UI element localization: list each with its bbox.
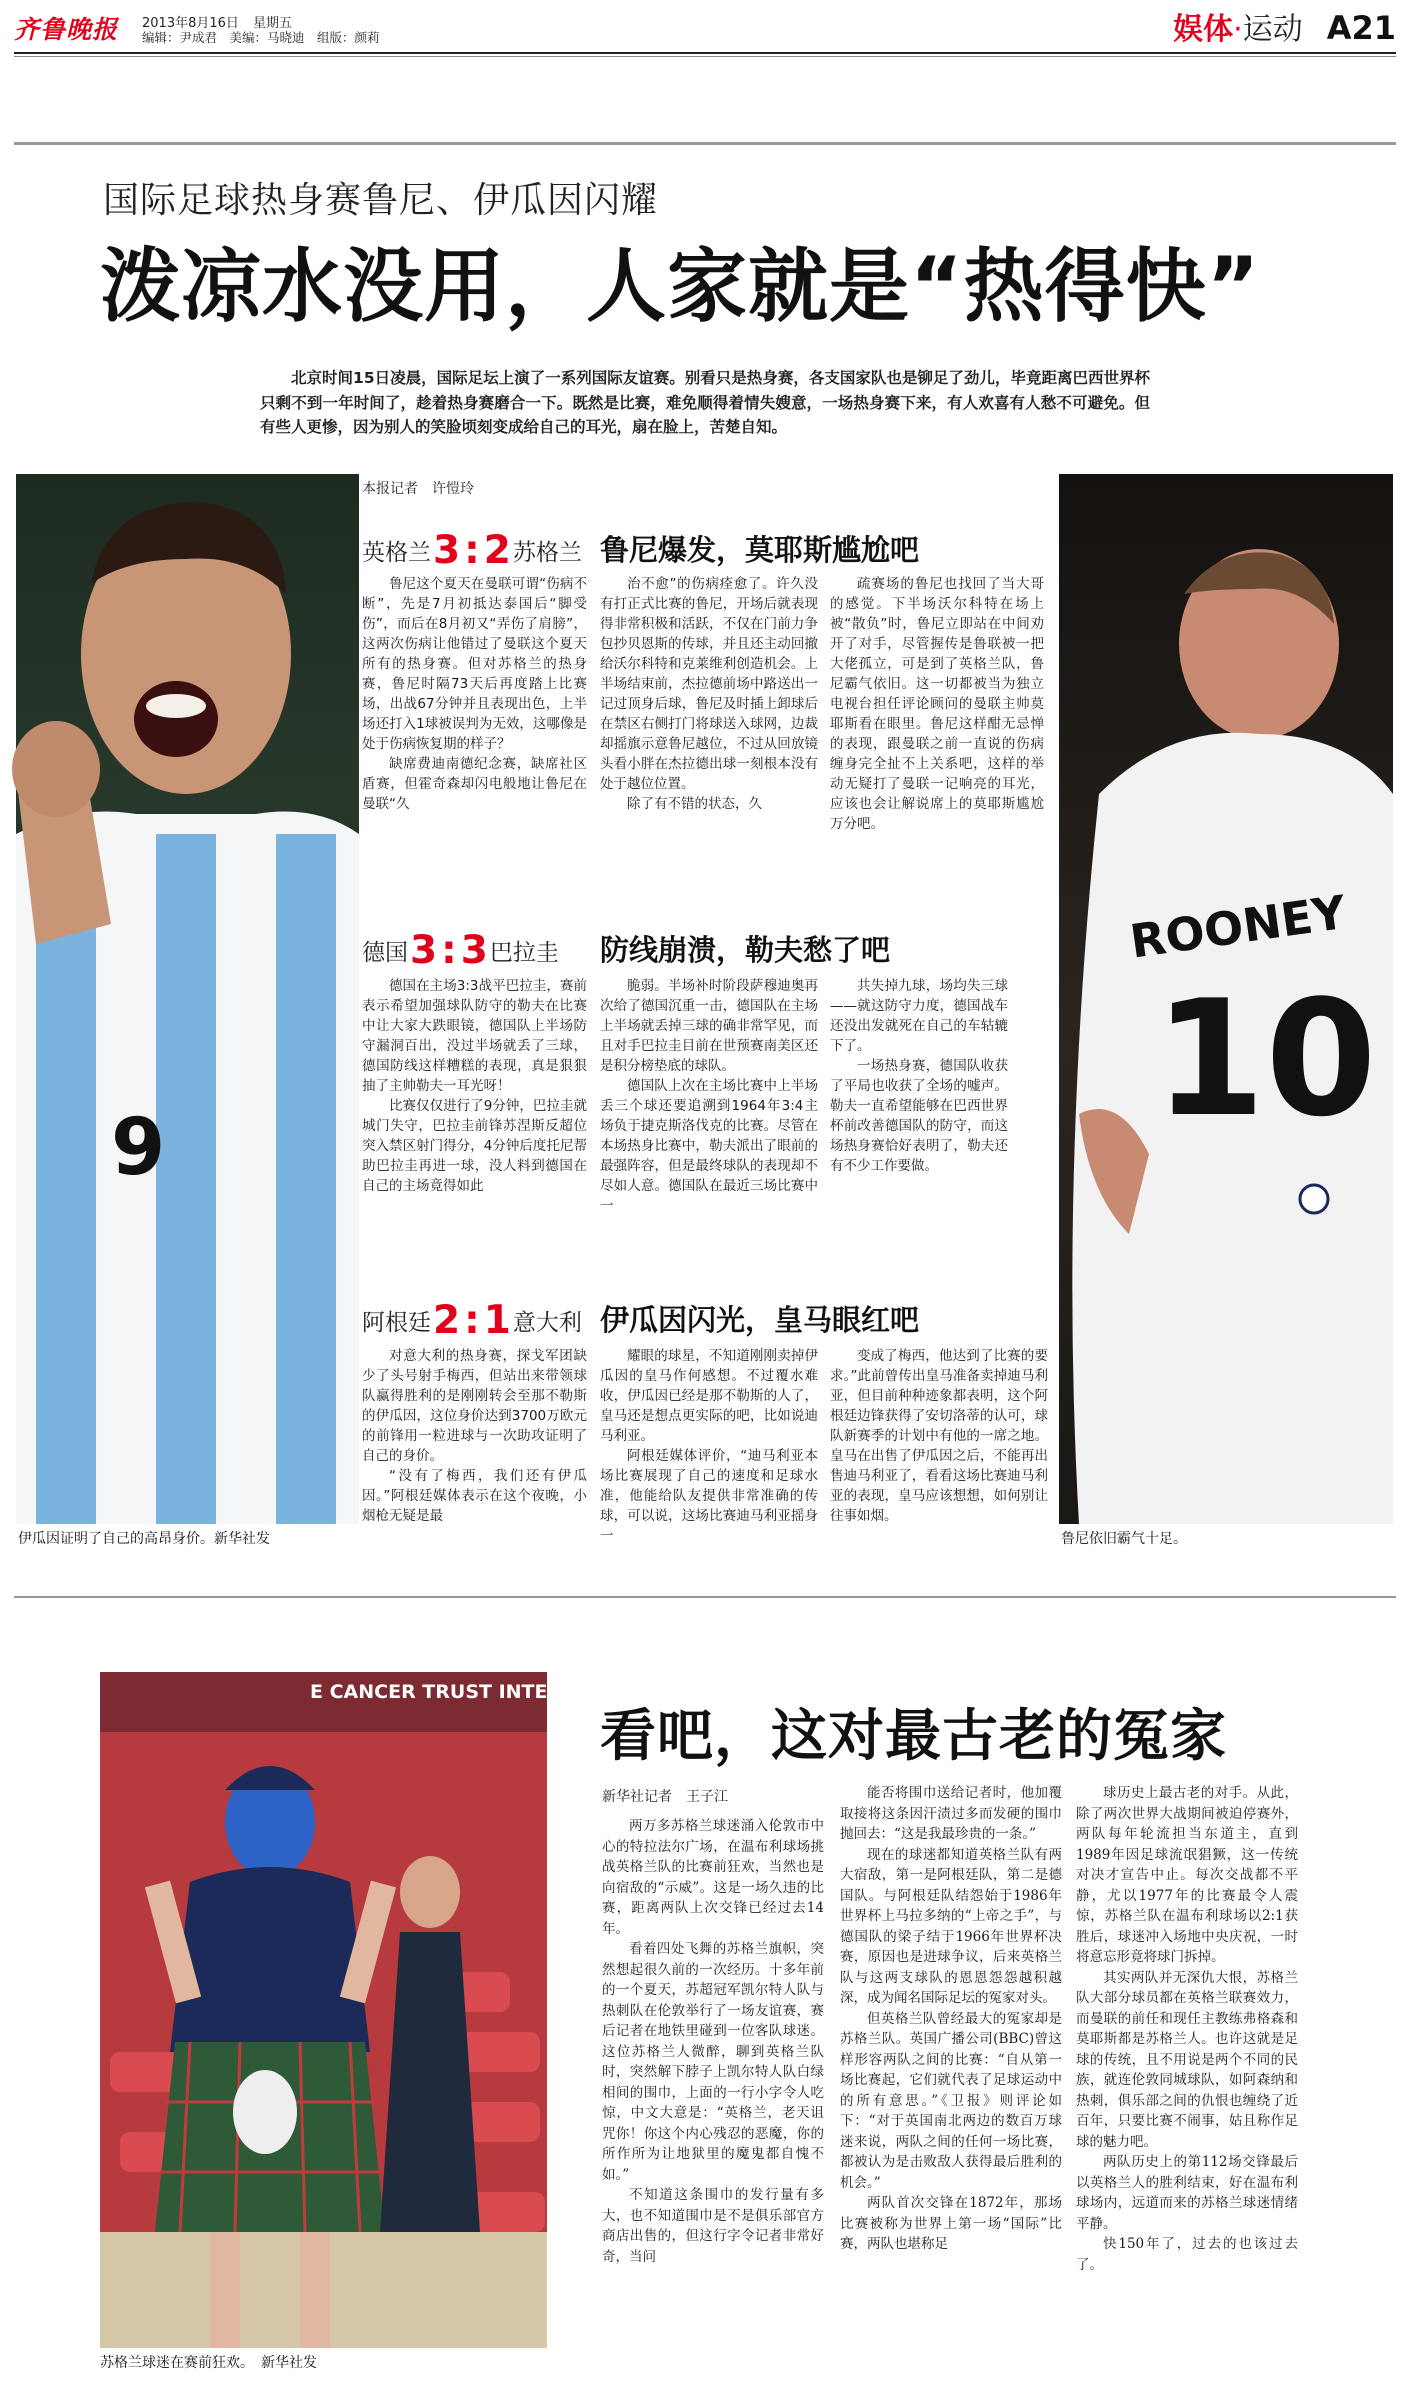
article2-col3 [1076, 1783, 1298, 2275]
match1-subhead: 鲁尼爆发，莫耶斯尴尬吧 [600, 533, 920, 567]
masthead [14, 9, 1396, 47]
paragraph: 两队首次交锋在1872年，那场比赛被称为世界上第一场“国际”比赛，两队也堪称足 [840, 2195, 1062, 2252]
match3-col3 [830, 1346, 1048, 1526]
jersey-name-right: ROONEY [1126, 884, 1350, 969]
section-sub: 运动 [1242, 12, 1303, 47]
paragraph: 比赛仅仅进行了9分钟，巴拉圭就城门失守，巴拉圭前锋苏涅斯反超位突入禁区射门得分，4分钟后度托尼帮助巴拉圭再进一球，没人料到德国在自己的主场竟得如此 [362, 1098, 587, 1194]
match3-score-a: 2 [433, 1298, 461, 1343]
paragraph: 但英格兰队曾经最大的冤家却是苏格兰队。英国广播公司(BBC)曾这样形容两队之间的比赛：“自从第一场比赛起，它们就代表了足球运动中的所有意思。”《卫报》则评论如下：“对于英国南北两边的数百万球迷来说，两队之间的任何一场比赛，都被认为是击败敌人获得最后胜利的机会。” [840, 2010, 1062, 2191]
paragraph: 球历史上最古老的对手。从此，除了两次世界大战期间被迫停赛外，两队每年轮流担当东道主，直到1989年因足球流氓猖獗，这一传统对决才宣告中止。每次交战都不平静，尤以1977年的比赛最令人震惊，苏格兰队在温布利球场以2:1获胜后，球迷冲入场地中央庆祝，一时将意忘形竟将球门拆掉。 [1076, 1785, 1298, 1965]
scotland-fan-photo [100, 1672, 628, 2348]
match3-col2 [600, 1346, 818, 1546]
match2-team-b: 巴拉圭 [489, 940, 559, 966]
page-number: A21 [1326, 9, 1396, 47]
match1-team-b: 苏格兰 [512, 540, 582, 566]
rooney-photo-art [1059, 474, 1393, 1524]
left-photo-caption: 伊瓜因证明了自己的高昂身价。新华社发 [18, 1531, 270, 1547]
page-credits: 编辑：尹成君 美编：马晓迪 组版：颜莉 [142, 30, 380, 45]
match1-col1 [362, 574, 587, 814]
scotland-photo-caption: 苏格兰球迷在赛前狂欢。 新华社发 [100, 2355, 317, 2371]
match2-score-a: 3 [410, 928, 438, 973]
match3-score: 阿根廷2 : 1意大利 [362, 1298, 582, 1343]
paragraph: “没有了梅西，我们还有伊瓜因。”阿根廷媒体表示在这个夜晚，小烟枪无疑是最 [362, 1468, 587, 1524]
higuain-photo-art [16, 474, 359, 1524]
match2-col1 [362, 976, 587, 1196]
section-label [1173, 4, 1396, 48]
article1-headline: 泼凉水没用，人家就是“热得快” [100, 240, 1261, 333]
article2-byline: 新华社记者 王子江 [602, 1789, 728, 1805]
paragraph: 除了有不错的状态，久 [627, 796, 762, 812]
section-dot: · [1233, 12, 1243, 47]
match3-score-b: 1 [483, 1298, 511, 1343]
paragraph: 德国在主场3:3战平巴拉圭，赛前表示希望加强球队防守的勒夫在比赛中让大家大跌眼镜，德国队上半场防守漏洞百出，没过半场就丢了三球，德国防线这样糟糕的表现，真是狠狠抽了主帅勒夫一耳光呀！ [362, 978, 587, 1094]
paragraph: 脆弱。半场补时阶段萨穆迪奥再次给了德国沉重一击，德国队在主场上半场就丢掉三球的确非常罕见，而且对手巴拉圭目前在世预赛南美区还是积分榜垫底的球队。 [600, 978, 818, 1074]
paragraph: 变成了梅西，他达到了比赛的要求。”此前曾传出皇马准备卖掉迪马利亚，但目前种种迹象都表明，这个阿根廷边锋获得了安切洛蒂的认可，球队新赛季的计划中有他的一席之地。皇马在出售了伊瓜因之后，不能再出售迪马利亚了，看看这场比赛迪马利亚的表现，皇马应该想想，如何别让往事如烟。 [830, 1348, 1048, 1524]
match2-col3 [830, 976, 1008, 1176]
article2-headline: 看吧，这对最古老的冤家 [600, 1704, 1227, 1769]
section-main: 娱体 [1173, 12, 1234, 47]
paragraph: 耀眼的球星，不知道刚刚卖掉伊瓜因的皇马作何感想。不过覆水难收，伊瓜因已经是那不勒斯的人了，皇马还是想点更实际的吧，比如说迪马利亚。 [600, 1348, 818, 1444]
paragraph: 鲁尼这个夏天在曼联可谓“伤病不断”，先是7月初抵达泰国后“脚受伤”，而后在8月初又“弄伤了肩膀”，这两次伤病让他错过了曼联这个夏天所有的热身赛。但对苏格兰的热身赛，鲁尼时隔73天后再度踏上比赛场，出战67分钟并且表现出色，上半场还打入1球被误判为无效，这哪像是处于伤病恢复期的样子？ [362, 576, 587, 752]
match1-score-b: 2 [483, 528, 511, 573]
date-text: 2013年8月16日 [142, 16, 239, 31]
match1-col3 [830, 574, 1044, 834]
stadium-banner-text: E CANCER TRUST INTERNATIO [310, 1681, 628, 1703]
match1-team-a: 英格兰 [362, 540, 431, 566]
paragraph: 共失掉九球，场均失三球——就这防守力度，德国战车还没出发就死在自己的车轱辘下了。 [830, 978, 1008, 1054]
article1-lead: 北京时间15日凌晨，国际足坛上演了一系列国际友谊赛。别看只是热身赛，各支国家队也是铆足了劲儿，毕竟距离巴西世界杯只剩不到一年时间了，趁着热身赛磨合一下。既然是比赛，难免顺得着情失嫂意，一场热身赛下来，有人欢喜有人愁不可避免。但有些人更惨，因为别人的笑脸顷刻变成给自己的耳光，扇在脸上，苦楚自知。 [260, 369, 1150, 436]
newspaper-logo: 齐鲁晚报 [14, 15, 119, 44]
paragraph: 看着四处飞舞的苏格兰旗帜，突然想起很久前的一次经历。十多年前的一个夏天，苏超冠军凯尔特人队与热刺队在伦敦举行了一场友谊赛，赛后记者在地铁里碰到一位客队球迷。这位苏格兰人微醉，聊到英格兰队时，突然解下脖子上凯尔特人队白绿相间的围巾，上面的一行小字令人吃惊，中文大意是：“英格兰，老天诅咒你！你这个内心残忍的恶魔，你的所作所为让地狱里的魔鬼都自愧不如。” [602, 1941, 824, 2183]
match2-col2 [600, 976, 818, 1216]
section-divider [14, 1596, 1396, 1598]
rooney-photo [1059, 474, 1393, 1524]
paragraph: 治不愈”的伤病痊愈了。许久没有打正式比赛的鲁尼，开场后就表现得非常积极和活跃，不仅在门前力争包抄贝恩斯的传球，并且还主动回撤给沃尔科特和克莱维利创造机会。上半场结束前，杰拉德前场中路送出一记过顶身后球，鲁尼及时插上卸球后在禁区右侧打门将球送入球网，边裁却摇旗示意鲁尼越位，不过从回放镜头看小胖在杰拉德出球一刻根本没有处于越位位置。 [600, 576, 818, 792]
match2-score-b: 3 [460, 928, 488, 973]
paragraph: 两万多苏格兰球迷涌入伦敦市中心的特拉法尔广场，在温布利球场挑战英格兰队的比赛前狂欢，当然也是向宿敌的“示威”。这是一场久违的比赛，距离两队上次交锋已经过去14年。 [602, 1818, 824, 1937]
paragraph: 能否将围巾送给记者时，他加覆取接将这条因汗渍过多而发硬的围巾抛回去：“这是我最珍贵的一条。” [840, 1785, 1062, 1842]
paragraph: 现在的球迷都知道英格兰队有两大宿敌，第一是阿根廷队，第二是德国队。与阿根廷队结怨始于1986年世界杯上马拉多纳的“上帝之手”，与德国队的梁子结于1966年世界杯决赛，原因也是进球争议，后来英格兰队与这两支球队的恩恩怨怨越积越深，成为闻名国际足坛的冤家对头。 [840, 1846, 1062, 2006]
match2-score: 德国3 : 3巴拉圭 [362, 928, 559, 973]
paragraph: 缺席费迪南德纪念赛，缺席社区盾赛，但霍奇森却闪电般地让鲁尼在曼联“久 [362, 756, 587, 812]
article1-byline: 本报记者 许愷玲 [362, 481, 474, 497]
match1-score: 英格兰3 : 2苏格兰 [362, 528, 582, 573]
scotland-fan-photo-art [100, 1672, 628, 2348]
paragraph: 一场热身赛，德国队收获了平局也收获了全场的嘘声。勒夫一直希望能够在巴西世界杯前改善德国队的防守，而这场热身赛恰好表明了，勒夫还有不少工作要做。 [830, 1058, 1008, 1174]
header-rule [14, 52, 1396, 54]
jersey-number-right: 10 [1154, 965, 1377, 1152]
article2-col2 [840, 1783, 1062, 2255]
match1-score-a: 3 [433, 528, 461, 573]
paragraph: 两队历史上的第112场交锋最后以英格兰人的胜利结束，好在温布利球场内，远道而来的苏格兰球迷情绪平静。 [1076, 2154, 1298, 2232]
paragraph: 其实两队并无深仇大恨，苏格兰队大部分球员都在英格兰联赛效力，而曼联的前任和现任主教练弗格森和莫耶斯都是苏格兰人。也许这就是足球的传统，且不用说是两个不同的民族，就连伦敦同城球队，如阿森纳和热刺，俱乐部之间的仇恨也缠绕了近百年，只要比赛不闹事，姑且称作足球的魅力吧。 [1076, 1969, 1298, 2150]
match3-team-b: 意大利 [512, 1310, 582, 1336]
higuain-photo [16, 474, 359, 1524]
header-rule-thin [14, 56, 1396, 57]
match3-col1 [362, 1346, 587, 1526]
article2-col1 [602, 1816, 824, 2267]
top-grey-rule [14, 142, 1396, 145]
paragraph: 疏赛场的鲁尼也找回了当大哥的感觉。下半场沃尔科特在场上被“散负”时，鲁尼立即站在中间劝开了对手，尽管握传是鲁联被一把大佬孤立，可是到了英格兰队，鲁尼霸气依旧。这一切都被当为独立电视台担任评论顾问的曼联主帅莫耶斯看在眼里。鲁尼这样酣无忌惮的表现，跟曼联之前一直说的伤病缠身完全扯不上关系吧，这样的举动无疑打了曼联一记响亮的耳光，应该也会让解说席上的莫耶斯尴尬万分吧。 [830, 576, 1044, 832]
paragraph: 不知道这条围巾的发行量有多大，也不知道围巾是不是俱乐部官方商店出售的，但这行字令记者非常好奇，当问 [602, 2187, 824, 2265]
weekday-text: 星期五 [253, 16, 293, 31]
paragraph: 德国队上次在主场比赛中上半场丢三个球还要追溯到1964年3:4主场负于捷克斯洛伐克的比赛。尽管在本场热身比赛中，勒夫派出了眼前的最强阵容，但是最终球队的表现却不尽如人意。德国队在最近三场比赛中一 [600, 1078, 818, 1214]
right-photo-caption: 鲁尼依旧霸气十足。 [1061, 1531, 1187, 1547]
paragraph: 快150年了，过去的也该过去了。 [1076, 2236, 1298, 2273]
jersey-number-left: 9 [111, 1103, 166, 1193]
paragraph: 对意大利的热身赛，探戈军团缺少了头号射手梅西，但站出来带领球队赢得胜利的是刚刚转会至那不勒斯的伊瓜因，这位身价达到3700万欧元的前锋用一粒进球与一次助攻证明了自己的身价。 [362, 1348, 587, 1464]
match1-col2 [600, 574, 818, 814]
match3-team-a: 阿根廷 [362, 1310, 431, 1336]
match2-team-a: 德国 [362, 940, 408, 966]
match2-subhead: 防线崩溃，勒夫愁了吧 [600, 933, 891, 967]
article1-kicker: 国际足球热身赛鲁尼、伊瓜因闪耀 [103, 180, 659, 221]
paragraph: 阿根廷媒体评价，“迪马利亚本场比赛展现了自己的速度和足球水准，他能给队友提供非常准确的传球，可以说，这场比赛迪马利亚摇身一 [600, 1448, 818, 1544]
match3-subhead: 伊瓜因闪光，皇马眼红吧 [600, 1303, 920, 1337]
